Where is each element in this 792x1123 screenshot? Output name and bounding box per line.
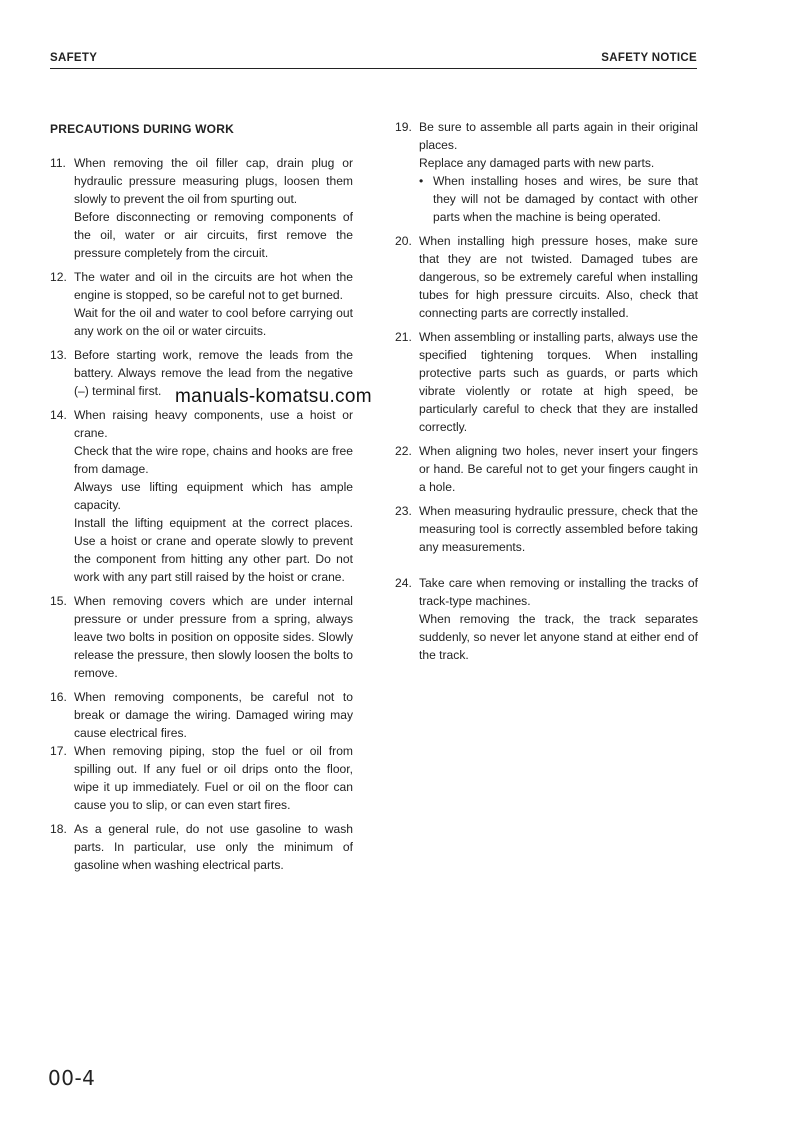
- right-column: [395, 118, 698, 664]
- item-text: When installing high pressure hoses, make sure that they are not twisted. Damaged tubes are dangerous, so be extremely careful when installing tubes for high pressure circuits. Also, check that connecting parts are correctly installed.: [419, 234, 698, 320]
- item-number: 22.: [395, 444, 412, 458]
- item-text: Always use lifting equipment which has ample capacity.: [74, 480, 353, 512]
- list-item-15: [50, 592, 353, 682]
- header-rule: [50, 68, 697, 69]
- item-number: 15.: [50, 594, 67, 608]
- item-text: Before disconnecting or removing components of the oil, water or air circuits, first remove the pressure completely from the circuit.: [74, 210, 353, 260]
- list-item-18: [50, 820, 353, 874]
- item-text: When removing the track, the track separates suddenly, so never let anyone stand at either end of the track.: [419, 612, 698, 662]
- item-text: When assembling or installing parts, always use the specified tightening torques. When installing protective parts such as guards, or parts which vibrate violently or rotate at high speed, be particularly careful to check that they are installed correctly.: [419, 330, 698, 434]
- item-number: 17.: [50, 744, 67, 758]
- watermark: manuals-komatsu.com: [175, 386, 372, 407]
- item-number: 23.: [395, 504, 412, 518]
- item-number: 14.: [50, 408, 67, 422]
- list-item-11: [50, 154, 353, 262]
- bullet-dot-icon: •: [419, 174, 424, 188]
- list-item-21: [395, 328, 698, 436]
- item-text: Replace any damaged parts with new parts.: [419, 156, 655, 170]
- item-text: The water and oil in the circuits are hot when the engine is stopped, so be careful not to get burned.: [74, 270, 353, 302]
- list-item-12: [50, 268, 353, 340]
- item-text: When aligning two holes, never insert your fingers or hand. Be careful not to get your fingers caught in a hole.: [419, 444, 698, 494]
- list-item-23: [395, 502, 698, 556]
- list-item-24: [395, 574, 698, 664]
- bullet-point: [419, 172, 698, 226]
- item-number: 19.: [395, 120, 412, 134]
- item-text: When measuring hydraulic pressure, check that the measuring tool is correctly assembled before taking any measurements.: [419, 504, 698, 554]
- item-text: Wait for the oil and water to cool before carrying out any work on the oil or water circuits.: [74, 306, 353, 338]
- item-text: Be sure to assemble all parts again in their original places.: [419, 120, 698, 152]
- item-number: 11.: [50, 156, 66, 170]
- item-text: When removing covers which are under internal pressure or under pressure from a spring, always leave two bolts in position on opposite sides. Slowly release the pressure, then slowly loosen the bolts to remove.: [74, 594, 353, 680]
- item-text: Install the lifting equipment at the correct places. Use a hoist or crane and operate slowly to prevent the component from hitting any other part. Do not work with any part still raised by the hoist or crane.: [74, 516, 353, 584]
- item-text: When removing components, be careful not to break or damage the wiring. Damaged wiring may cause electrical fires.: [74, 690, 353, 740]
- list-item-19: [395, 118, 698, 226]
- header-section-label: SAFETY: [50, 52, 98, 64]
- list-item-14: [50, 406, 353, 586]
- section-title: PRECAUTIONS DURING WORK: [50, 122, 234, 136]
- item-number: 16.: [50, 690, 67, 704]
- list-item-20: [395, 232, 698, 322]
- item-text: Before starting work, remove the leads from the battery. Always remove the lead from the negative (–) terminal first.: [74, 348, 353, 398]
- header-document-title: SAFETY NOTICE: [601, 52, 697, 64]
- item-number: 20.: [395, 234, 412, 248]
- item-number: 12.: [50, 270, 67, 284]
- bullet-text: When installing hoses and wires, be sure that they will not be damaged by contact with other parts when the machine is being operated.: [433, 174, 698, 224]
- list-item-17: [50, 742, 353, 814]
- item-text: When removing the oil filler cap, drain plug or hydraulic pressure measuring plugs, loosen them slowly to prevent the oil from spurting out.: [74, 156, 353, 206]
- item-text: Check that the wire rope, chains and hooks are free from damage.: [74, 444, 353, 476]
- item-number: 21.: [395, 330, 412, 344]
- item-number: 18.: [50, 822, 67, 836]
- item-text: When removing piping, stop the fuel or oil from spilling out. If any fuel or oil drips onto the floor, wipe it up immediately. Fuel or oil on the floor can cause you to slip, or can even start fires.: [74, 744, 353, 812]
- item-text: When raising heavy components, use a hoist or crane.: [74, 408, 353, 440]
- item-text: Take care when removing or installing the tracks of track-type machines.: [419, 576, 698, 608]
- item-text: As a general rule, do not use gasoline to wash parts. In particular, use only the minimum of gasoline when washing electrical parts.: [74, 822, 353, 872]
- list-item-16: [50, 688, 353, 742]
- list-item-22: [395, 442, 698, 496]
- page-number: 00-4: [48, 1066, 96, 1090]
- item-number: 13.: [50, 348, 67, 362]
- left-column: [50, 118, 353, 874]
- item-number: 24.: [395, 576, 412, 590]
